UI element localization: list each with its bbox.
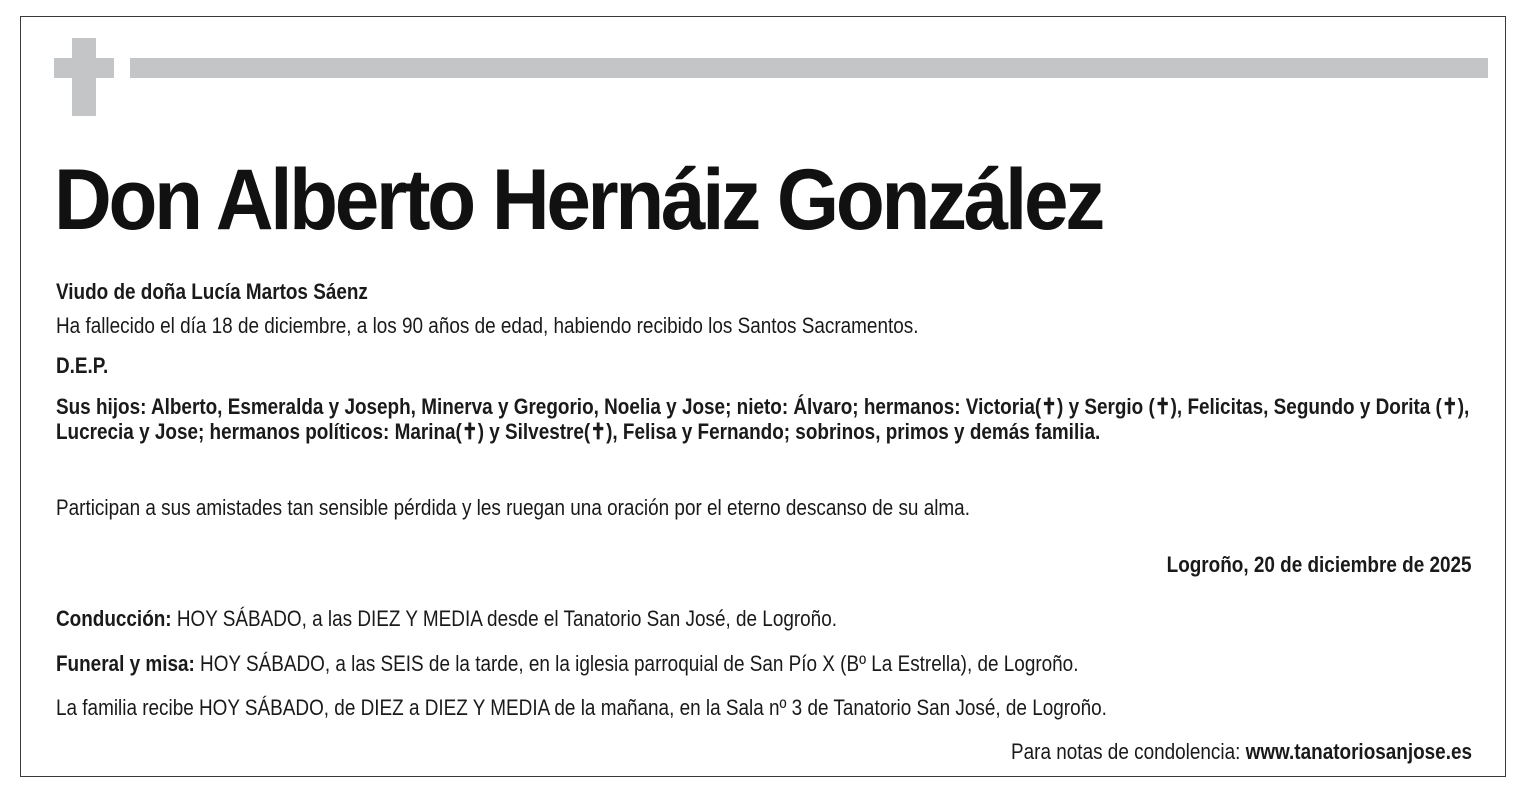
deceased-name: Don Alberto Hernáiz González [54, 152, 1102, 248]
condolences-label: Para notas de condolencia: [1011, 739, 1246, 764]
condolences-link[interactable]: www.tanatoriosanjose.es [1245, 739, 1472, 764]
condolences-line [1011, 738, 1472, 766]
funeral-line [56, 650, 1078, 678]
cross-horizontal [54, 58, 114, 78]
place-date: Logroño, 20 de diciembre de 2025 [1167, 552, 1472, 577]
conduccion-line [56, 605, 837, 633]
spouse-line: Viudo de doña Lucía Martos Sáenz [56, 279, 368, 304]
conduccion-text: HOY SÁBADO, a las DIEZ Y MEDIA desde el Tanatorio San José, de Logroño. [171, 606, 837, 631]
dep-line: D.E.P. [56, 353, 109, 378]
family-list: Sus hijos: Alberto, Esmeralda y Joseph, Minerva y Gregorio, Noelia y Jose; nieto: Álvaro; hermanos: Victoria(✝) y Sergio (✝), Felicitas, Segundo y Dorita (✝), Lucrecia y Jose; hermanos políticos: Marina(✝) y Silvestre(✝), Felisa y Fernando; sobrinos, primos y demás familia. [56, 394, 1470, 444]
family-reception-line: La familia recibe HOY SÁBADO, de DIEZ a DIEZ Y MEDIA de la mañana, en la Sala nº 3 de Tanatorio San José, de Logroño. [56, 695, 1107, 720]
death-line: Ha fallecido el día 18 de diciembre, a los 90 años de edad, habiendo recibido los Santos Sacramentos. [56, 313, 919, 338]
prayer-line: Participan a sus amistades tan sensible pérdida y les ruegan una oración por el eterno descanso de su alma. [56, 495, 970, 520]
header-divider [130, 58, 1488, 78]
conduccion-label: Conducción: [56, 606, 172, 631]
funeral-text: HOY SÁBADO, a las SEIS de la tarde, en la iglesia parroquial de San Pío X (Bº La Estrella), de Logroño. [194, 651, 1079, 676]
funeral-label: Funeral y misa: [56, 651, 195, 676]
